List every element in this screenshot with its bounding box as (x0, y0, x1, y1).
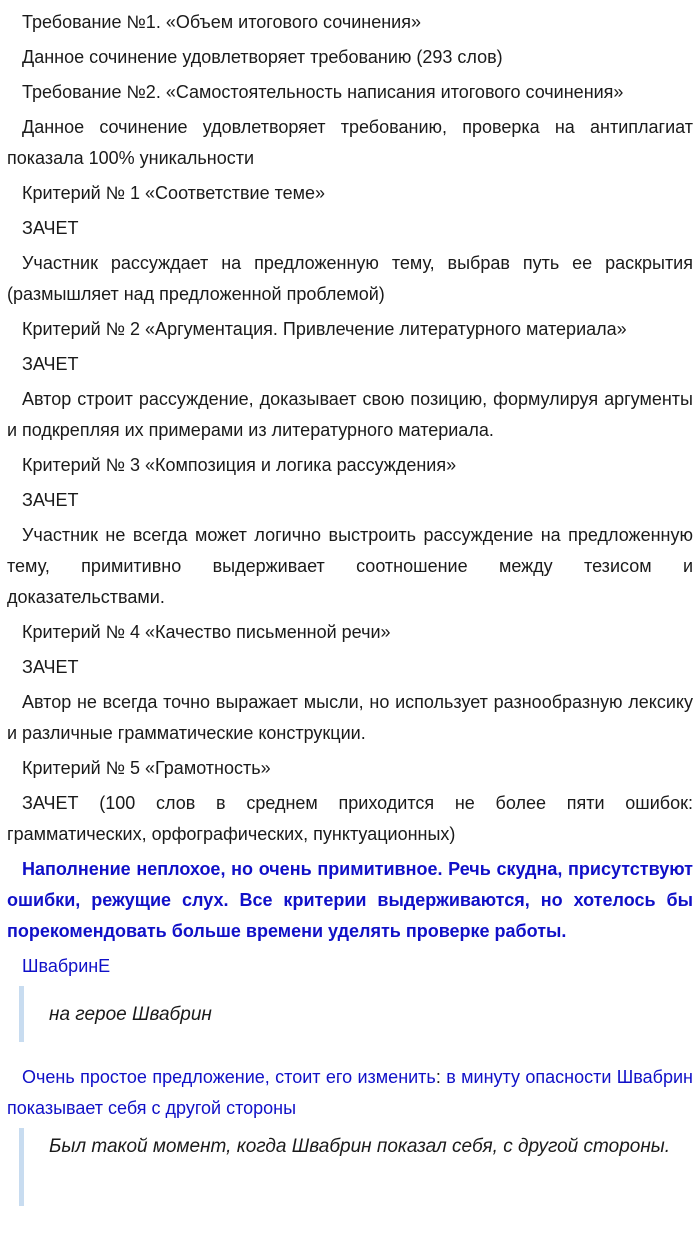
rephrase-comment (7, 1062, 693, 1128)
criterion-2-verdict: ЗАЧЕТ (22, 354, 79, 374)
criterion-1-verdict: ЗАЧЕТ (22, 218, 79, 238)
criterion-5-title: Критерий № 5 «Грамотность» (22, 758, 271, 778)
criterion-2-title: Критерий № 2 «Аргументация. Привлечение литературного материала» (22, 319, 627, 339)
criterion-1-comment: Участник рассуждает на предложенную тему, выбрав путь ее раскрытия (размышляет над предложенной проблемой) (7, 253, 693, 304)
criterion-3-verdict: ЗАЧЕТ (22, 490, 79, 510)
quoted-fragment-1-text: на герое Швабрин (49, 1004, 212, 1025)
criterion-4-verdict: ЗАЧЕТ (22, 657, 79, 677)
rephrase-comment-lead: Очень простое предложение, стоит его изменить (22, 1067, 436, 1087)
criterion-1-title: Критерий № 1 «Соответствие теме» (22, 183, 326, 203)
rephrase-comment-suggestion: в минуту опасности Швабрин показывает себя с другой стороны (7, 1067, 693, 1118)
criterion-3-title: Критерий № 3 «Композиция и логика рассуждения» (22, 455, 457, 475)
requirement-1-result: Данное сочинение удовлетворяет требованию (293 слов) (22, 47, 503, 67)
summary-comment: Наполнение неплохое, но очень примитивное. Речь скудна, присутствуют ошибки, режущие слух. Все критерии выдерживаются, но хотелось бы порекомендовать больше времени уделять проверке работы. (7, 859, 693, 941)
criterion-5-verdict: ЗАЧЕТ (100 слов в среднем приходится не более пяти ошибок: грамматических, орфографических, пунктуационных) (7, 793, 693, 844)
requirement-1-title: Требование №1. «Объем итогового сочинения» (22, 12, 421, 32)
rephrase-comment-colon: : (435, 1067, 441, 1087)
criterion-2-comment: Автор строит рассуждение, доказывает свою позицию, формулируя аргументы и подкрепляя их примерами из литературного материала. (7, 389, 693, 440)
quoted-fragment-1 (19, 986, 693, 1042)
quoted-fragment-2 (19, 1128, 693, 1206)
criterion-4-title: Критерий № 4 «Качество письменной речи» (22, 622, 391, 642)
criterion-3-comment: Участник не всегда может логично выстроить рассуждение на предложенную тему, примитивно выдерживает соотношение между тезисом и доказательствами. (7, 525, 693, 607)
requirement-2-title: Требование №2. «Самостоятельность написания итогового сочинения» (22, 82, 624, 102)
quoted-fragment-2-text: Был такой момент, когда Швабрин показал себя, с другой стороны. (49, 1136, 671, 1157)
correction-comment: ШвабринЕ (22, 956, 111, 976)
criterion-4-comment: Автор не всегда точно выражает мысли, но использует разнообразную лексику и различные грамматические конструкции. (7, 692, 693, 743)
requirement-2-result: Данное сочинение удовлетворяет требованию, проверка на антиплагиат показала 100% уникальности (7, 117, 693, 168)
